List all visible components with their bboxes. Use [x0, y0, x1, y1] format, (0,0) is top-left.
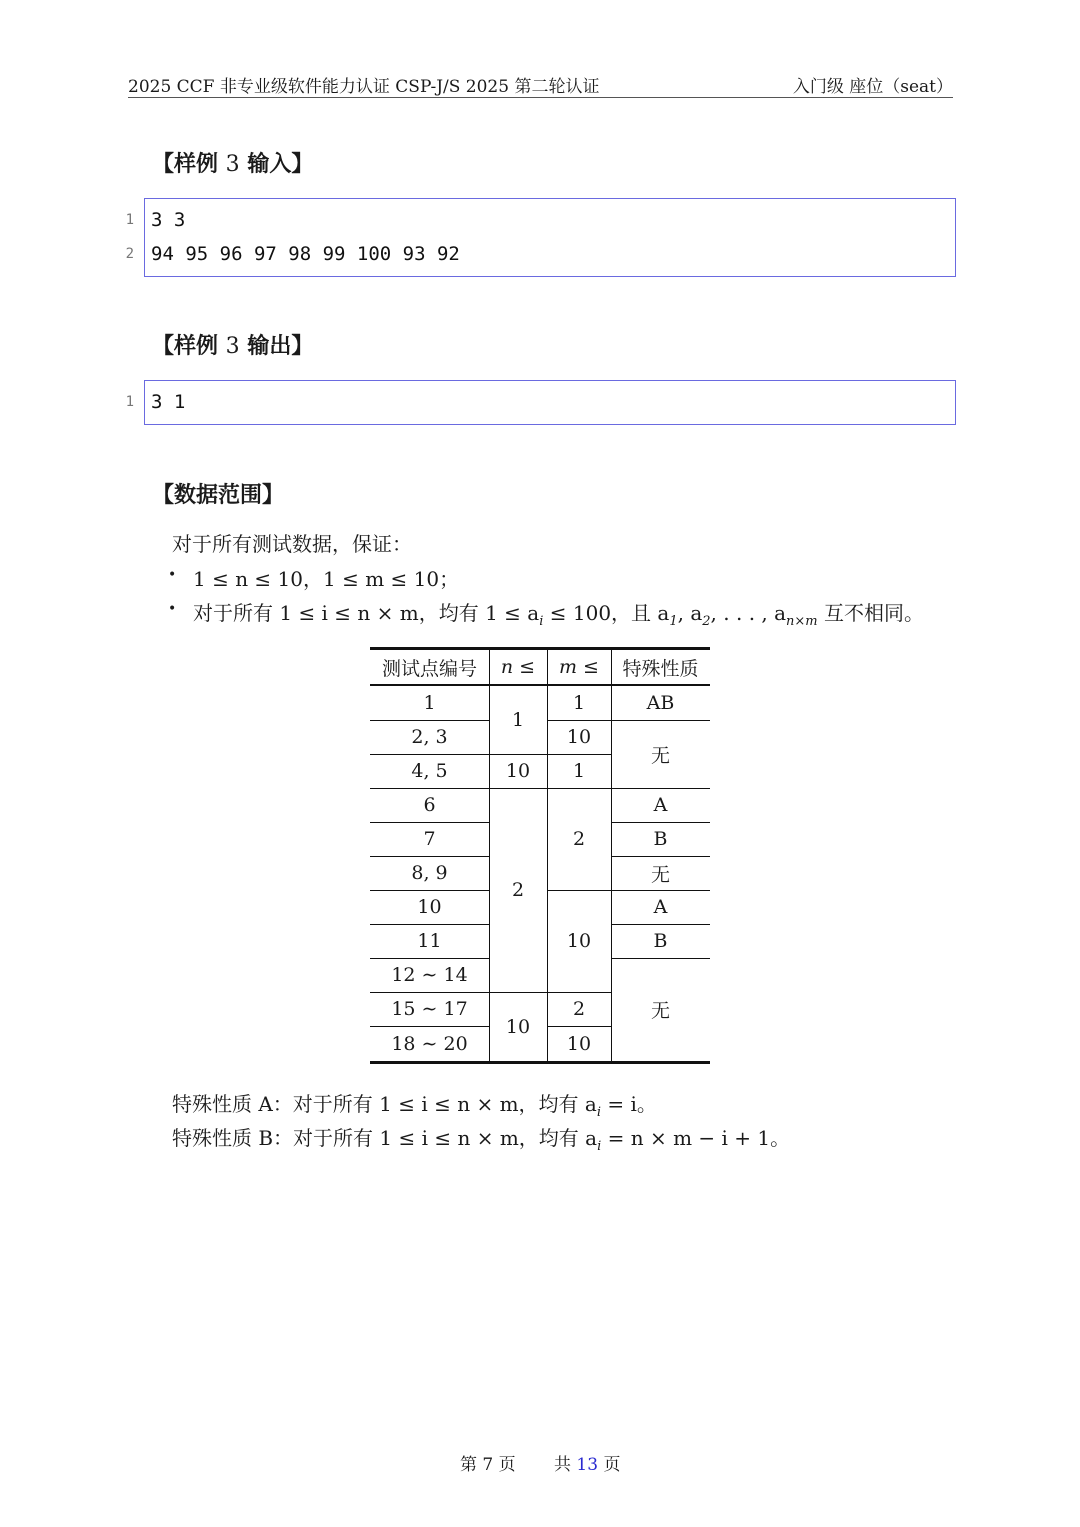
n-limit-cell: 10	[505, 1015, 531, 1038]
m-limit-cell: 1	[572, 692, 586, 714]
bullet-dot: •	[168, 567, 177, 583]
m-limit-cell: 2	[572, 828, 586, 850]
subscript: 2	[702, 614, 711, 629]
data-range-intro: 对于所有测试数据，保证：	[172, 532, 412, 556]
property-cell: AB	[646, 692, 675, 714]
text: 共	[554, 1455, 577, 1475]
test-id-cell: 12 ∼ 14	[391, 964, 468, 986]
current-page: 7	[482, 1455, 494, 1475]
title-number: 3	[225, 334, 240, 359]
m-limit-cell: 1	[572, 760, 586, 782]
subscript: i	[596, 1105, 601, 1120]
total-pages-link[interactable]: 13	[576, 1455, 599, 1475]
text: 特殊性质 B：对于所有 1 ≤ i ≤ n × m，均有 a	[172, 1126, 598, 1150]
title-suffix: 输入】	[239, 151, 314, 177]
m-limit-cell: 10	[566, 1032, 592, 1055]
subscript: 1	[669, 614, 678, 629]
code-line: 3 1	[151, 391, 186, 413]
test-id-cell: 6	[423, 794, 436, 816]
test-id-cell: 15 ∼ 17	[391, 998, 468, 1020]
line-number: 1	[125, 212, 134, 228]
text: 互不相同。	[817, 601, 924, 625]
code-line: 94 95 96 97 98 99 100 93 92	[151, 243, 460, 265]
bullet-dot: •	[168, 601, 177, 617]
test-id-cell: 4, 5	[411, 760, 448, 782]
text: 页	[598, 1455, 621, 1475]
text: 对于所有 1 ≤ i ≤ n × m，均有 1 ≤ a	[193, 601, 540, 625]
text: = i。	[601, 1092, 657, 1116]
property-cell: B	[653, 930, 668, 952]
m-limit-cell: 10	[566, 930, 592, 952]
test-id-cell: 11	[417, 930, 442, 952]
test-id-cell: 8, 9	[411, 862, 448, 884]
text: 第	[460, 1455, 483, 1475]
sample3-output-code-block	[144, 380, 956, 425]
text: 页	[493, 1455, 516, 1475]
title-suffix: 输出】	[239, 333, 314, 359]
text: = n × m − i + 1。	[601, 1126, 791, 1150]
property-a-note	[172, 1088, 657, 1120]
sample3-output-title	[152, 329, 313, 360]
property-cell: 无	[650, 744, 670, 767]
n-limit-cell: 10	[505, 760, 531, 782]
text: ≤ 100，且 a	[543, 601, 670, 625]
header-property: 特殊性质	[622, 657, 699, 680]
line-number: 1	[125, 394, 134, 410]
test-id-cell: 2, 3	[411, 726, 448, 748]
constraint-distinct	[193, 597, 924, 629]
property-cell: A	[653, 794, 668, 816]
property-cell: 无	[650, 863, 670, 886]
table-bottom-rule	[370, 1061, 710, 1064]
header-divider	[128, 97, 953, 98]
page-number	[460, 1450, 516, 1475]
header-title: 2025 CCF 非专业级软件能力认证 CSP-J/S 2025 第二轮认证	[128, 77, 600, 97]
subscript: i	[539, 614, 544, 629]
m-limit-cell: 10	[566, 726, 592, 748]
subscript: n×m	[786, 614, 818, 629]
title-prefix: 【样例	[152, 333, 226, 359]
test-id-cell: 18 ∼ 20	[391, 1032, 468, 1055]
header-test-id: 测试点编号	[381, 657, 477, 680]
text: , . . . , a	[710, 601, 787, 625]
title-prefix: 【样例	[152, 151, 226, 177]
property-cell: B	[653, 828, 668, 850]
property-cell: 无	[650, 1000, 670, 1022]
subscript: i	[597, 1139, 602, 1154]
text: 特殊性质 A：对于所有 1 ≤ i ≤ n × m，均有 a	[172, 1092, 597, 1116]
code-line: 3 3	[151, 209, 186, 231]
sample3-input-title	[152, 147, 313, 178]
test-id-cell: 7	[423, 828, 436, 850]
text: , a	[677, 601, 703, 625]
header-m: m ≤	[559, 656, 599, 678]
m-limit-cell: 2	[572, 998, 586, 1020]
property-cell: A	[653, 896, 668, 918]
constraint-n-m: 1 ≤ n ≤ 10，1 ≤ m ≤ 10；	[193, 567, 460, 591]
line-number: 2	[125, 246, 134, 262]
n-limit-cell: 1	[511, 709, 525, 731]
n-limit-cell: 2	[511, 879, 525, 901]
page-total	[554, 1450, 620, 1475]
test-id-cell: 1	[423, 692, 436, 714]
header-problem-name: 入门级 座位（seat）	[792, 77, 953, 97]
property-b-note	[172, 1122, 790, 1154]
header-n: n ≤	[500, 656, 536, 678]
subtask-table	[370, 647, 710, 1064]
title-number: 3	[225, 152, 240, 177]
sample3-input-code-block	[144, 198, 956, 277]
data-range-title: 【数据范围】	[152, 482, 285, 508]
test-id-cell: 10	[417, 896, 442, 918]
